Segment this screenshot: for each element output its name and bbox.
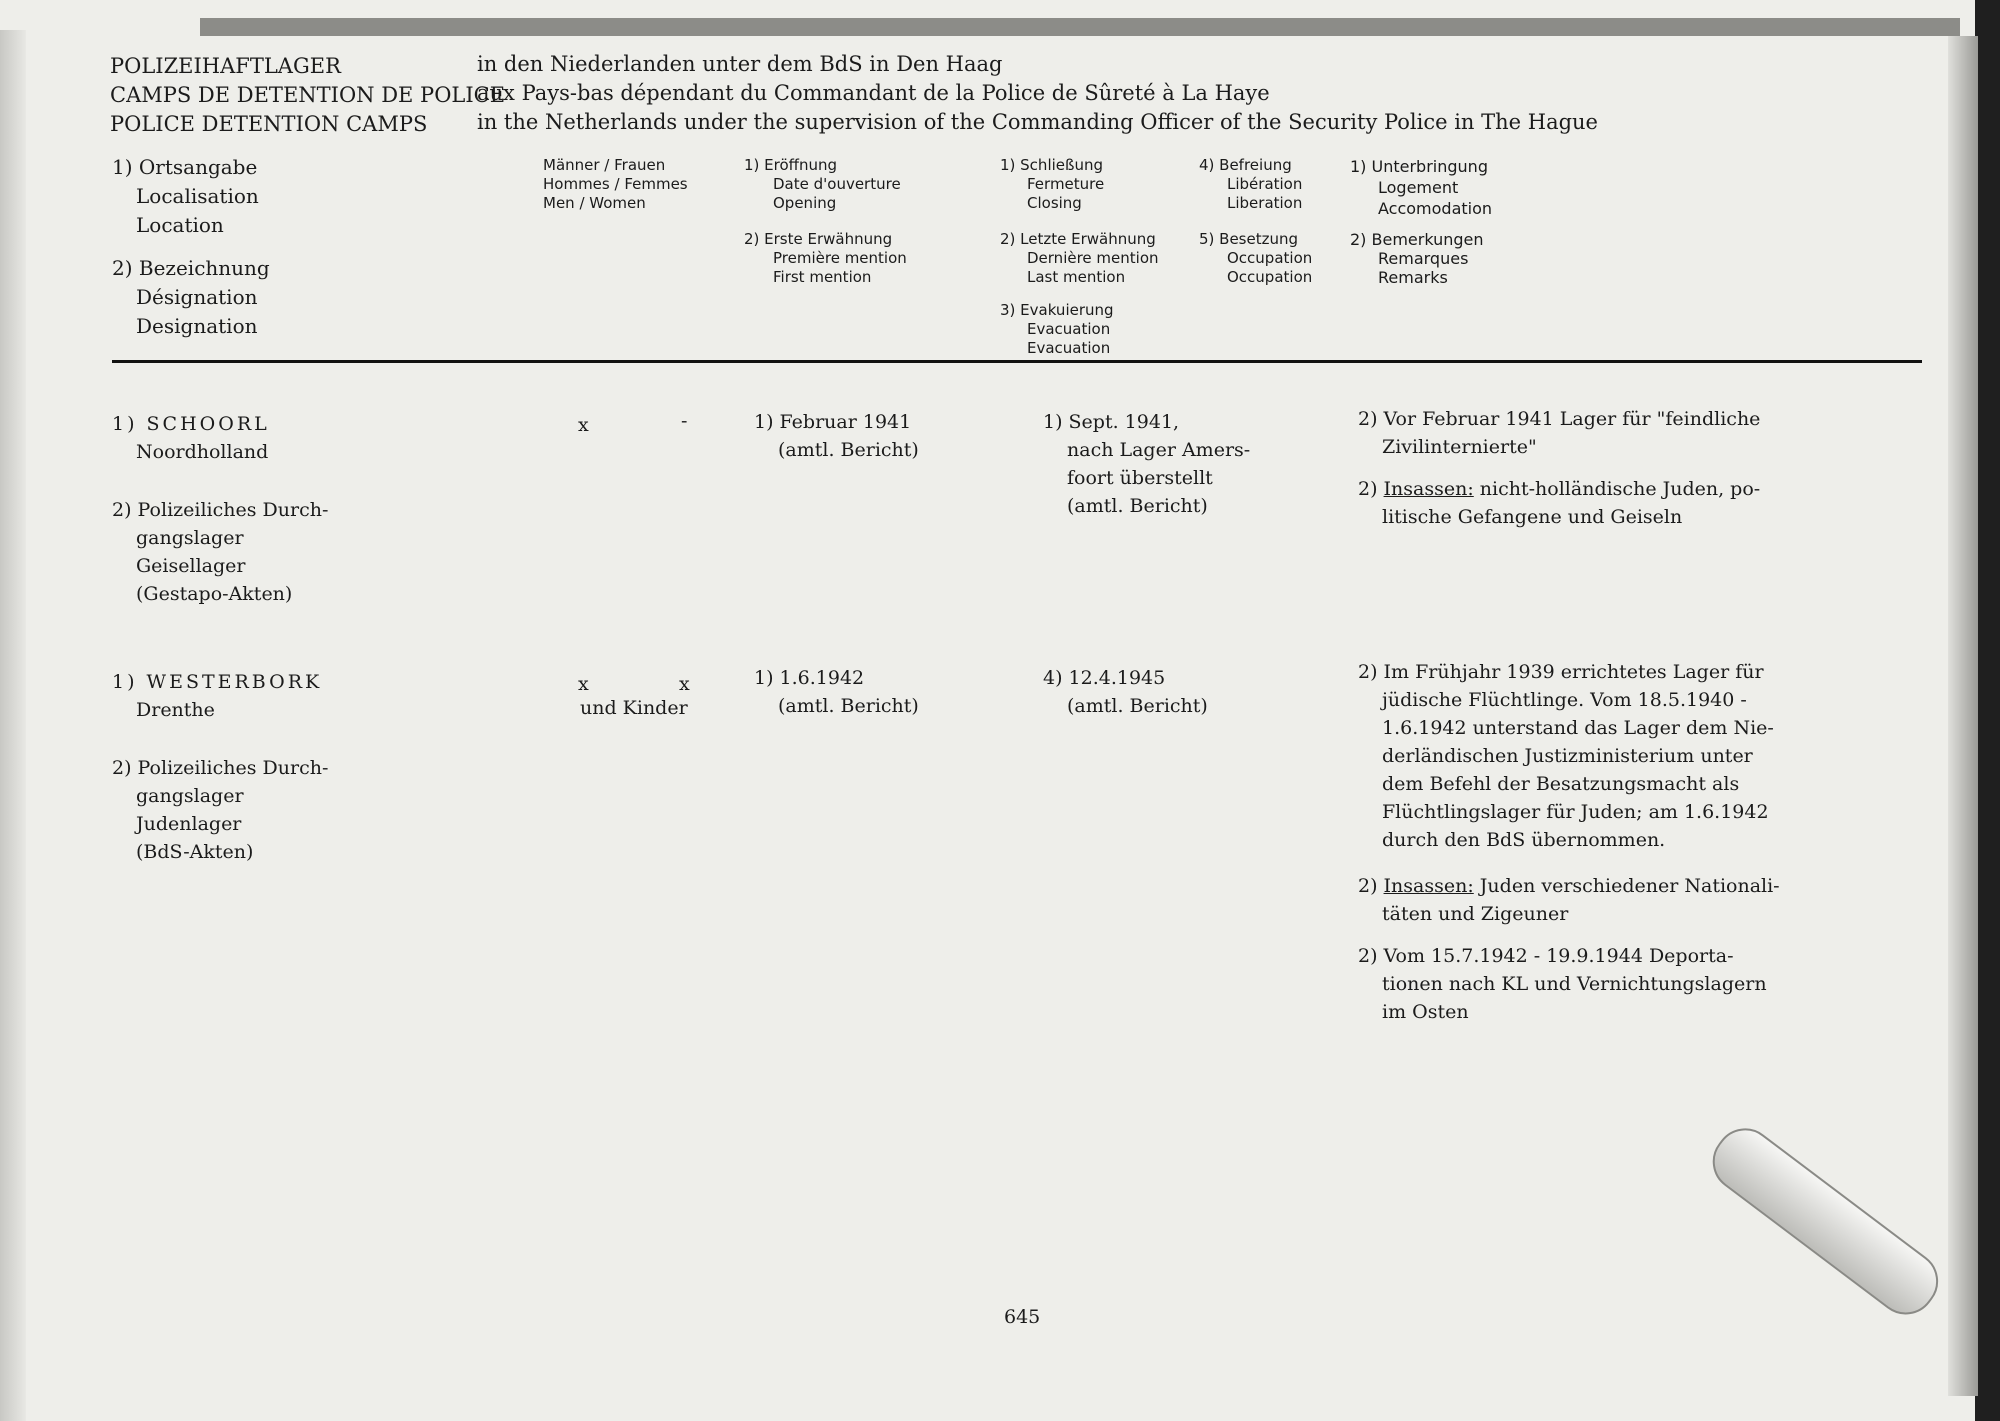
entry-westerbork-location: 1) WESTERBORK Drenthe [112,671,323,721]
colhead-liberation: 4) Befreiung Libération Liberation [1199,156,1303,212]
colhead-remarks: 2) Bemerkungen Remarques Remarks [1350,230,1484,287]
entry-schoorl-location: 1) SCHOORL Noordholland [112,413,270,463]
page-number: 645 [1004,1306,1041,1328]
header-title-fr: CAMPS DE DETENTION DE POLICE [110,83,506,107]
entry-westerbork-designation: 2) Polizeiliches Durch- gangslager Judenlager (BdS-Akten) [112,757,329,863]
colhead-occupation: 5) Besetzung Occupation Occupation [1199,230,1313,286]
entry-schoorl-remark-1: 2) Vor Februar 1941 Lager für "feindliche Zivilinternierte" [1358,408,1761,458]
header-divider [112,360,1922,363]
entry-westerbork-closing: 4) 12.4.1945 (amtl. Bericht) [1043,667,1208,717]
entry-schoorl-remark-2: 2) Insassen: nicht-holländische Juden, po- litische Gefangene und Geiseln [1358,478,1761,528]
colhead-first-mention: 2) Erste Erwähnung Première mention First mention [744,230,907,286]
book-left-gutter [0,30,26,1421]
entry-westerbork-opening: 1) 1.6.1942 (amtl. Bericht) [754,667,919,717]
underlined-term: Insassen: [1383,875,1474,897]
entry-westerbork-women: x [679,673,690,695]
book-top-edge [200,18,1960,36]
header-desc-en: in the Netherlands under the supervision of the Commanding Officer of the Security Police in The Hague [477,110,1598,134]
entry-schoorl-women: - [681,410,688,432]
entry-schoorl-designation: 2) Polizeiliches Durch- gangslager Geisellager (Gestapo-Akten) [112,499,329,605]
header-desc-de: in den Niederlanden unter dem BdS in Den Haag [477,52,1003,76]
entry-westerbork-men: x [578,673,589,695]
header-title-en: POLICE DETENTION CAMPS [110,112,428,136]
legend-localisation: 1) Ortsangabe Localisation Location [112,155,259,237]
header-titles [110,52,505,139]
entry-westerbork-remark-3: 2) Vom 15.7.1942 - 19.9.1944 Deporta- tionen nach KL und Vernichtungslagern im Osten [1358,945,1767,1023]
entry-schoorl-men: x [578,414,589,436]
colhead-evacuation: 3) Evakuierung Evacuation Evacuation [1000,301,1114,357]
entry-schoorl-opening: 1) Februar 1941 (amtl. Bericht) [754,411,919,461]
entry-westerbork-remark-2: 2) Insassen: Juden verschiedener Nationali- täten und Zigeuner [1358,875,1780,925]
entry-westerbork-gender-note: und Kinder [580,697,688,719]
colhead-gender: Männer / Frauen Hommes / Femmes Men / Women [543,156,688,212]
entry-westerbork-remark-1: 2) Im Frühjahr 1939 errichtetes Lager für jüdische Flüchtlinge. Vom 18.5.1940 - 1.6.1942 unterstand das Lager dem Nie- derländischen Justizministerium unter dem Befehl der Besatzungsmacht als Flüchtlingslager für Juden; am 1.6.1942 durch den BdS übernommen. [1358,661,1774,851]
underlined-term: Insassen: [1383,478,1474,500]
header-desc-fr: aux Pays-bas dépendant du Commandant de la Police de Sûreté à La Haye [477,81,1270,105]
entry-schoorl-closing: 1) Sept. 1941, nach Lager Amers- foort überstellt (amtl. Bericht) [1043,411,1251,517]
colhead-accommodation: 1) Unterbringung Logement Accomodation [1350,157,1493,218]
header-descriptions [477,50,1598,137]
header-title-de: POLIZEIHAFTLAGER [110,54,341,78]
legend-designation: 2) Bezeichnung Désignation Designation [112,256,270,338]
colhead-opening: 1) Eröffnung Date d'ouverture Opening [744,156,901,212]
colhead-closing: 1) Schließung Fermeture Closing [1000,156,1105,212]
colhead-last-mention: 2) Letzte Erwähnung Dernière mention Last mention [1000,230,1159,286]
book-right-edge [1948,36,1978,1396]
